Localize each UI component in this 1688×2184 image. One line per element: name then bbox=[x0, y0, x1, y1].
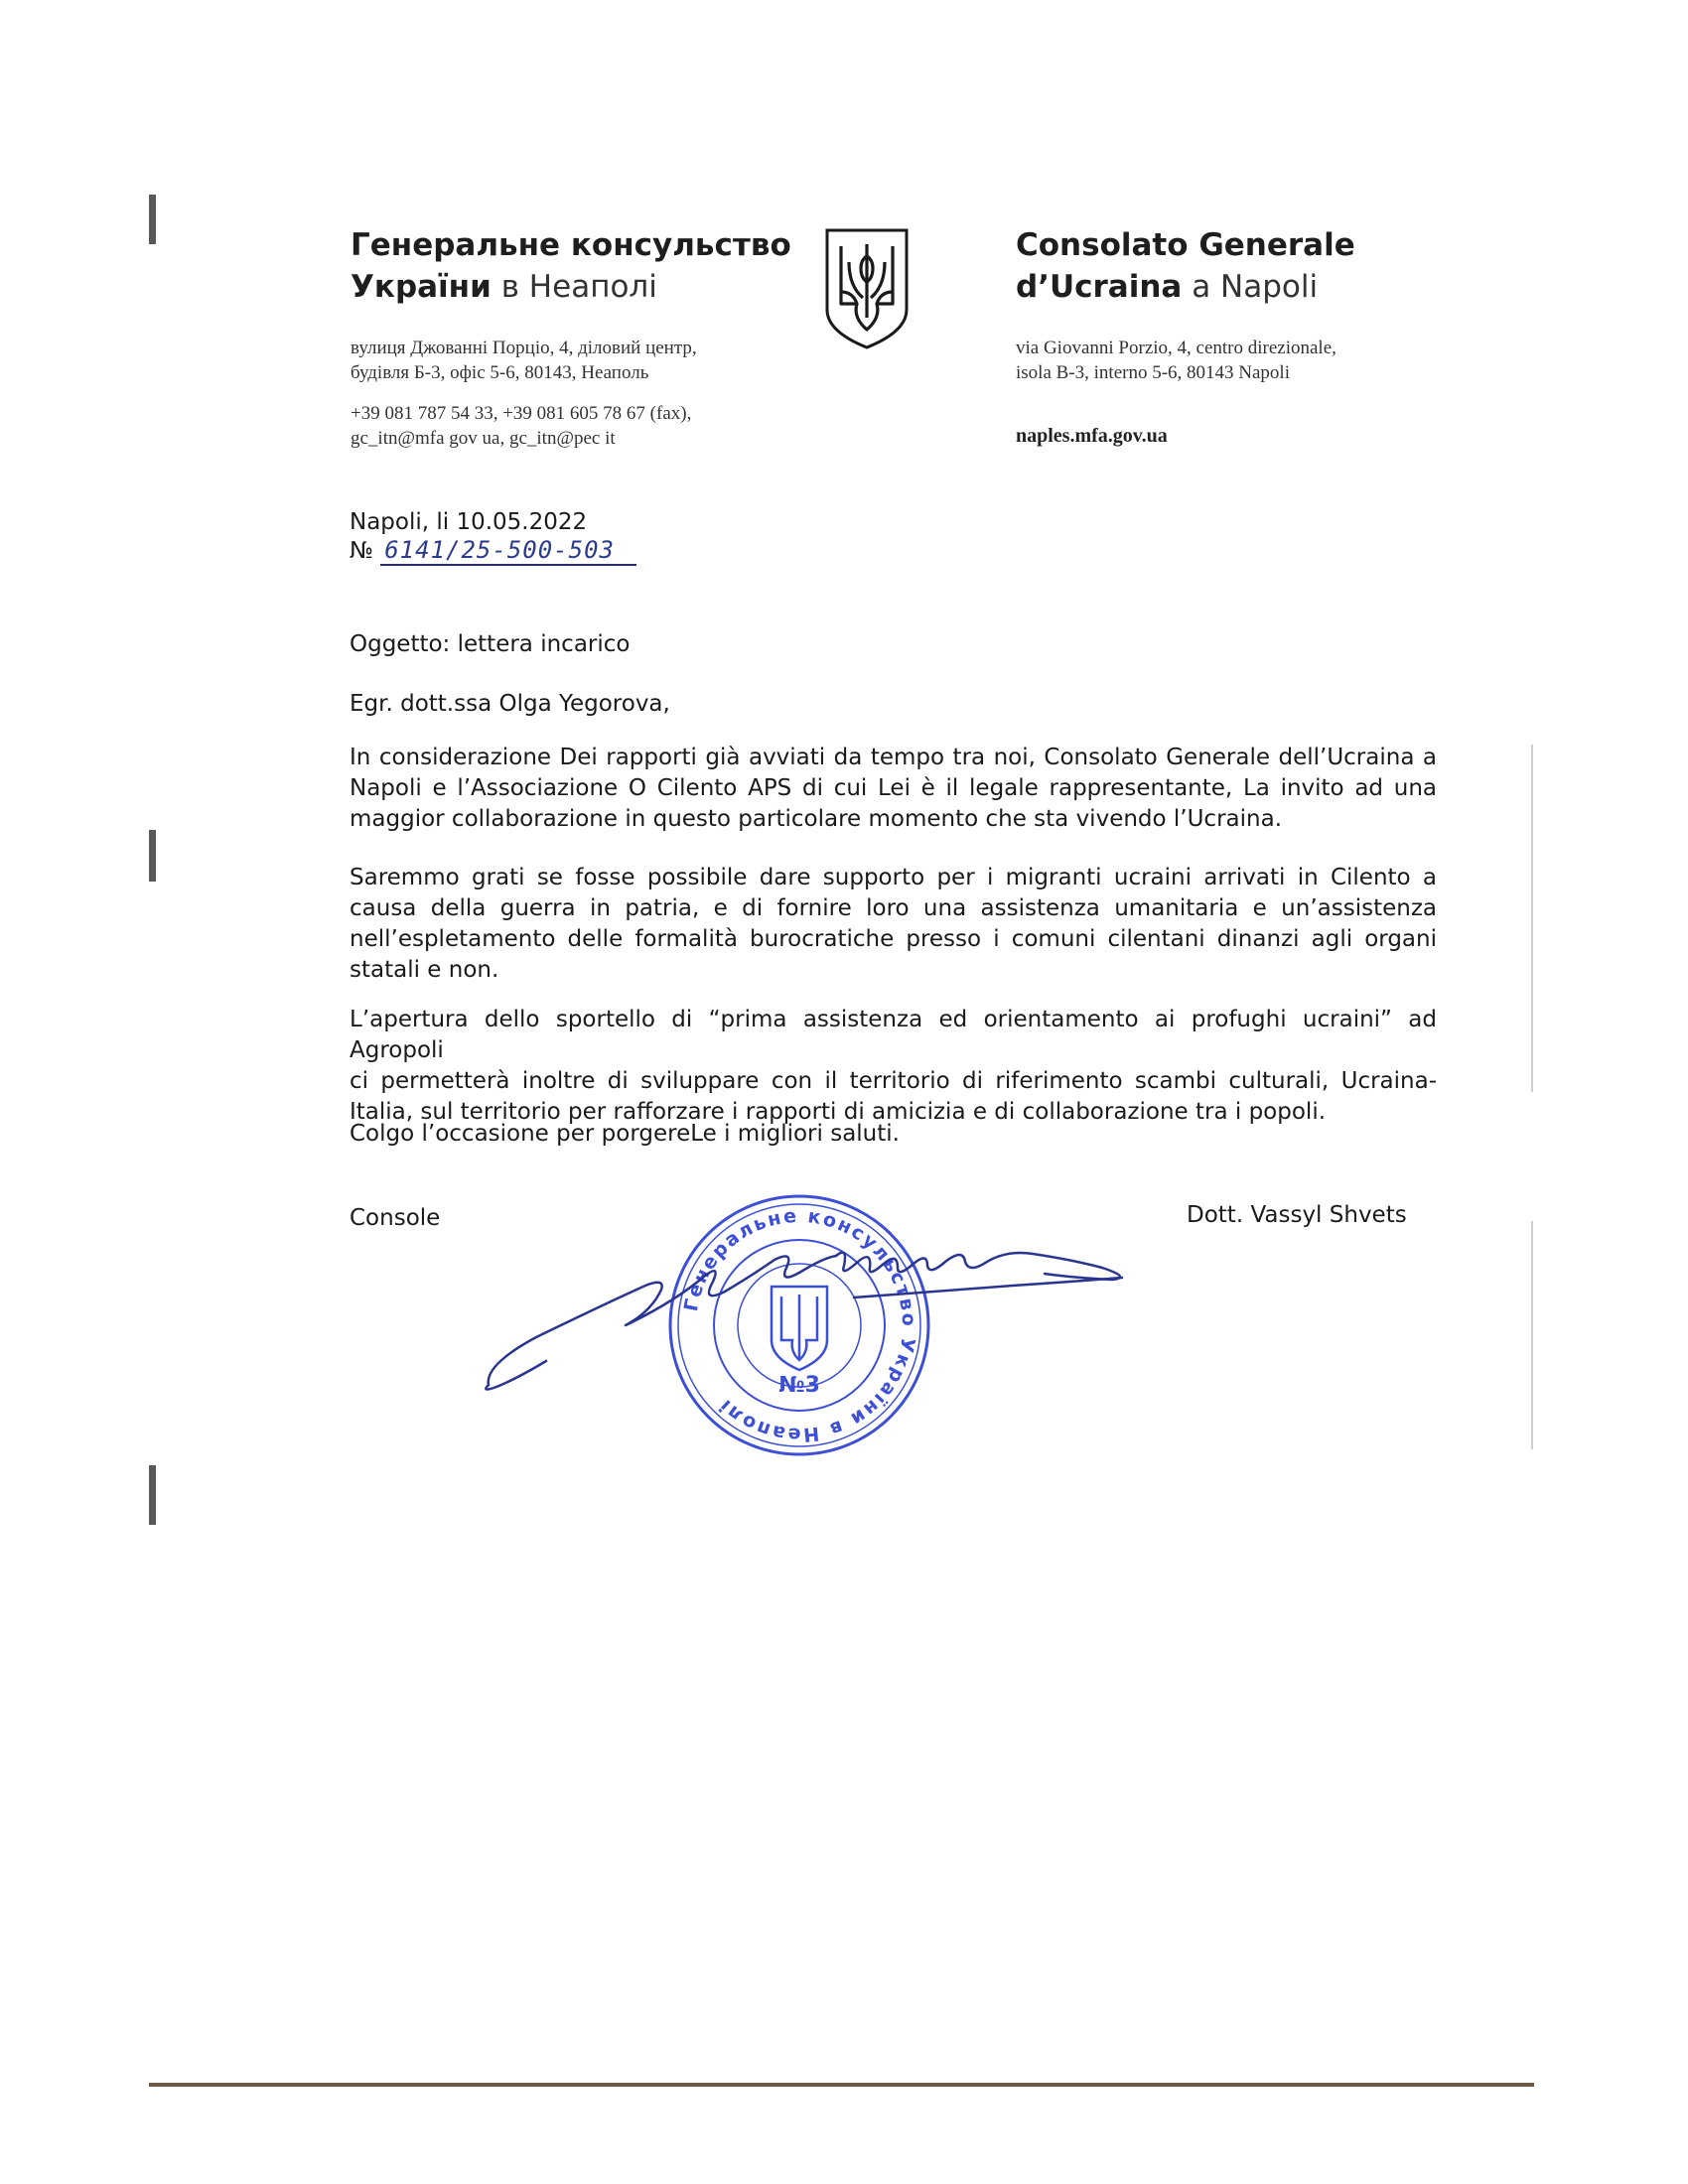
letterhead-title-bold: України bbox=[351, 269, 492, 305]
seal-outer-text: Генеральне консульство України в Неаполі bbox=[679, 1204, 920, 1446]
letter-closing: Colgo l’occasione per porgereLe i migliori saluti. bbox=[350, 1121, 900, 1147]
paragraph-line: nell’espletamento delle formalità burocratiche presso i comuni cilentani dinanzi agli organi bbox=[350, 926, 1437, 952]
letterhead-title-city: a Napoli bbox=[1192, 269, 1319, 305]
letterhead-title-bold: d’Ucraina bbox=[1016, 269, 1183, 305]
scan-artifact bbox=[149, 1465, 156, 1525]
scan-artifact bbox=[149, 195, 156, 244]
signer-name: Dott. Vassyl Shvets bbox=[1187, 1202, 1407, 1228]
email-line: gc_itn@mfa gov ua, gc_itn@pec it bbox=[351, 428, 616, 449]
letterhead-address-ua bbox=[351, 336, 807, 385]
paragraph-line: causa della guerra in patria, e di fornire loro una assistenza umanitaria e un’assistenza bbox=[350, 895, 1437, 921]
letterhead-title-city: в Неаполі bbox=[500, 269, 657, 305]
letter-date: Napoli, li 10.05.2022 bbox=[350, 509, 588, 535]
phone-fax-line: +39 081 787 54 33, +39 081 605 78 67 (fax), bbox=[351, 403, 692, 424]
paragraph-1 bbox=[350, 743, 1437, 835]
reference-handwritten: 6141/25-500-503 bbox=[380, 536, 636, 566]
letterhead-italian bbox=[1016, 224, 1473, 448]
trident-coat-of-arms-icon bbox=[823, 226, 911, 351]
letter-salutation: Egr. dott.ssa Olga Yegorova, bbox=[350, 691, 670, 717]
website-link[interactable]: naples.mfa.gov.ua bbox=[1016, 425, 1168, 447]
letterhead-title-line: Генеральне консульство bbox=[351, 227, 791, 263]
handwritten-signature bbox=[477, 1216, 1192, 1415]
letter-subject: Oggetto: lettera incarico bbox=[350, 631, 631, 657]
paragraph-3 bbox=[350, 1005, 1437, 1128]
paragraph-line: In considerazione Dei rapporti già avviati da tempo tra noi, Consolato Generale dell’Ucraina a bbox=[350, 745, 1437, 770]
paragraph-line: L’apertura dello sportello di “prima assistenza ed orientamento ai profughi ucraini” ad Agropoli bbox=[350, 1007, 1437, 1063]
paragraph-line: Italia, sul territorio per rafforzare i rapporti di amicizia e di collaborazione tra i popoli. bbox=[350, 1099, 1327, 1125]
address-line: вулиця Джованні Порціо, 4, діловий центр, bbox=[351, 338, 697, 358]
scan-artifact bbox=[1531, 1221, 1533, 1449]
address-line: isola B-3, interno 5-6, 80143 Napoli bbox=[1016, 362, 1290, 383]
address-line: via Giovanni Porzio, 4, centro direzionale, bbox=[1016, 338, 1336, 358]
paragraph-line: Saremmo grati se fosse possibile dare supporto per i migranti ucraini arrivati in Cilento a bbox=[350, 865, 1437, 890]
letterhead-title-ua bbox=[351, 224, 807, 308]
letterhead-title-it bbox=[1016, 224, 1473, 308]
paragraph-line: maggior collaborazione in questo particolare momento che sta vivendo l’Ucraina. bbox=[350, 806, 1283, 832]
signer-role: Console bbox=[350, 1205, 441, 1231]
paragraph-line: Napoli e l’Associazione O Cilento APS di cui Lei è il legale rappresentante, La invito ad una bbox=[350, 775, 1437, 801]
letterhead-title-line: Consolato Generale bbox=[1016, 227, 1355, 263]
letterhead-ukrainian bbox=[351, 224, 807, 451]
letterhead-contacts-ua bbox=[351, 401, 807, 451]
scan-artifact bbox=[149, 830, 156, 882]
paragraph-line: statali e non. bbox=[350, 957, 499, 983]
scan-artifact bbox=[1531, 745, 1533, 1092]
letterhead-address-it bbox=[1016, 336, 1473, 385]
page-bottom-edge bbox=[149, 2083, 1534, 2087]
address-line: будівля Б-3, офіс 5-6, 80143, Неаполь bbox=[351, 362, 649, 383]
reference-prefix: № bbox=[350, 538, 373, 564]
paragraph-line: ci permetterà inoltre di sviluppare con il territorio di riferimento scambi culturali, Ucraina- bbox=[350, 1068, 1437, 1094]
reference-number bbox=[350, 536, 636, 565]
paragraph-2 bbox=[350, 863, 1437, 986]
seal-number: №3 bbox=[778, 1373, 820, 1398]
